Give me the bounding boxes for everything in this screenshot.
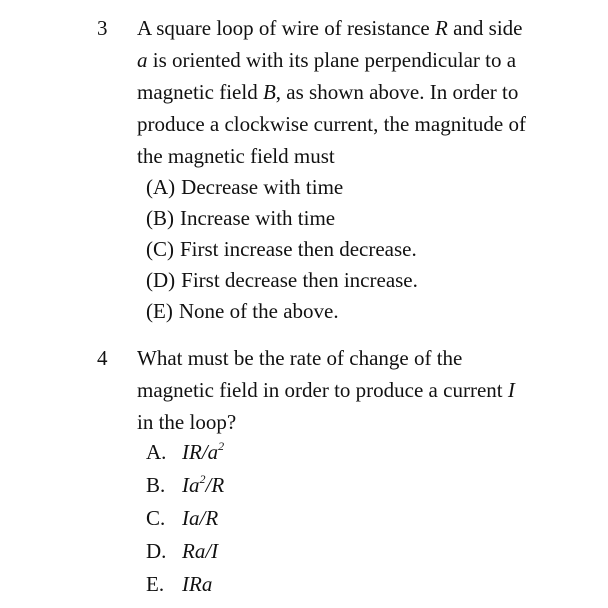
option-letter: E. <box>146 572 165 596</box>
answer-options <box>146 436 224 601</box>
option-b <box>146 469 224 502</box>
stem-line: A square loop of wire of resistance R and side <box>137 16 523 40</box>
option-a <box>146 172 418 203</box>
question-number: 3 <box>97 16 108 40</box>
option-text: First increase then decrease. <box>180 237 417 261</box>
answer-options <box>146 172 418 327</box>
variable-b: B <box>262 80 276 104</box>
option-d <box>146 535 224 568</box>
option-d <box>146 265 418 296</box>
variable-a: a <box>137 48 148 72</box>
option-letter: (A) <box>146 175 176 199</box>
option-letter: A. <box>146 440 167 464</box>
option-b <box>146 203 418 234</box>
option-a <box>146 436 224 469</box>
option-expression: IRa <box>182 572 213 596</box>
option-text: None of the above. <box>178 299 339 323</box>
variable-r: R <box>435 16 448 40</box>
question-stem <box>137 342 577 438</box>
option-expression: Ia/R <box>182 506 219 530</box>
option-c <box>146 502 224 535</box>
option-text: First decrease then increase. <box>181 268 418 292</box>
option-c <box>146 234 418 265</box>
stem-line: magnetic field in order to produce a current I <box>137 378 515 402</box>
option-e <box>146 568 224 601</box>
option-text: Increase with time <box>180 206 336 230</box>
stem-line: the magnetic field must <box>137 144 335 168</box>
option-letter: (D) <box>146 268 176 292</box>
variable-i: I <box>507 378 515 402</box>
stem-line: What must be the rate of change of the <box>137 346 463 370</box>
option-letter: D. <box>146 539 167 563</box>
option-letter: (E) <box>146 299 173 323</box>
option-text: Decrease with time <box>181 175 344 199</box>
option-letter: B. <box>146 473 166 497</box>
option-letter: (B) <box>146 206 174 230</box>
option-letter: (C) <box>146 237 174 261</box>
stem-line: magnetic field B, as shown above. In order to <box>137 80 519 104</box>
question-number: 4 <box>97 346 108 370</box>
option-expression: $IR/a^2$ <box>182 439 225 464</box>
question-stem <box>137 12 577 172</box>
stem-line: produce a clockwise current, the magnitude of <box>137 112 526 136</box>
option-letter: C. <box>146 506 166 530</box>
option-expression: Ia$^2$/R <box>182 472 225 497</box>
stem-line: in the loop? <box>137 410 237 434</box>
option-expression: Ra/I <box>182 539 219 563</box>
option-e <box>146 296 418 327</box>
stem-line: a is oriented with its plane perpendicular to a <box>137 48 517 72</box>
